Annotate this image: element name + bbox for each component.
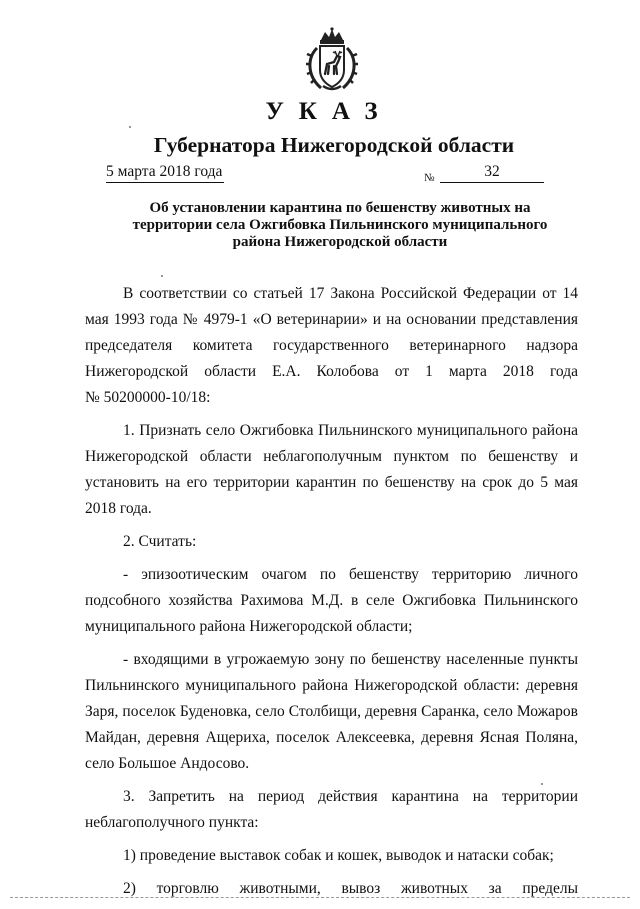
paragraph	[85, 418, 578, 522]
text-line: - эпизоотическим очагом по бешенству территорию личного	[123, 566, 578, 583]
paragraph	[85, 647, 578, 777]
text-line: председателя комитета государственного ветеринарного надзора	[85, 337, 578, 354]
document-title	[95, 200, 585, 251]
document-date: 5 марта 2018 года	[106, 163, 224, 183]
text-line: подсобного хозяйства Рахимова М.Д. в селе Ожгибовка Пильнинского	[85, 592, 578, 609]
text-line: 2. Считать:	[123, 533, 197, 550]
text-line: - входящими в угрожаемую зону по бешенству населенные пункты	[123, 651, 578, 668]
document-type: УКАЗ	[265, 98, 393, 125]
text-line: установить на его территории карантин по бешенству на срок до 5 мая	[85, 474, 578, 491]
paragraph	[85, 562, 578, 640]
paragraph	[85, 784, 578, 836]
text-line: неблагополучного пункта:	[85, 814, 259, 831]
text-line: 2018 года.	[85, 500, 152, 517]
scan-edge-rule	[10, 897, 630, 898]
text-line: Заря, поселок Буденовка, село Столбищи, деревня Саранка, село Можаров	[85, 703, 578, 720]
document-body	[85, 281, 578, 909]
text-line: 1. Признать село Ожгибовка Пильнинского муниципального района	[123, 422, 578, 439]
scan-speck	[129, 126, 131, 128]
paragraph	[85, 281, 578, 411]
paragraph	[85, 876, 578, 902]
scan-speck	[541, 783, 543, 785]
text-line: Нижегородской области Е.А. Колобова от 1 марта 2018 года	[85, 363, 578, 380]
document-number: 32	[440, 163, 544, 183]
paragraph	[85, 529, 578, 555]
text-line: мая 1993 года № 4979-1 «О ветеринарии» и на основании представления	[85, 311, 578, 328]
text-line: № 50200000-10/18:	[85, 389, 211, 406]
title-line: района Нижегородской области	[232, 234, 448, 250]
title-line: территории села Ожгибовка Пильнинского муниципального	[132, 217, 548, 233]
text-line: 3. Запретить на период действия карантина на территории	[123, 788, 578, 805]
text-line: Майдан, деревня Ащериха, поселок Алексеевка, деревня Ясная Поляна,	[85, 729, 578, 746]
paragraph	[85, 843, 578, 869]
scan-speck	[161, 275, 163, 277]
title-line: Об установлении карантина по бешенству животных на	[149, 200, 531, 216]
text-line: В соответствии со статьей 17 Закона Российской Федерации от 14	[123, 285, 578, 302]
text-line: 1) проведение выставок собак и кошек, выводок и натаски собак;	[123, 847, 554, 864]
number-label: №	[424, 172, 435, 184]
text-line: Нижегородской области неблагополучным пунктом по бешенству и	[85, 448, 578, 465]
text-line: Пильнинского муниципального района Нижегородской области: деревня	[85, 677, 578, 694]
text-line: село Большое Андосово.	[85, 755, 250, 772]
coat-of-arms-icon	[303, 26, 361, 94]
text-line: муниципального района Нижегородской области;	[85, 618, 413, 635]
issuer-title: Губернатора Нижегородской области	[153, 133, 515, 157]
text-line: 2) торговлю животными, вывоз животных за пределы	[123, 880, 578, 897]
